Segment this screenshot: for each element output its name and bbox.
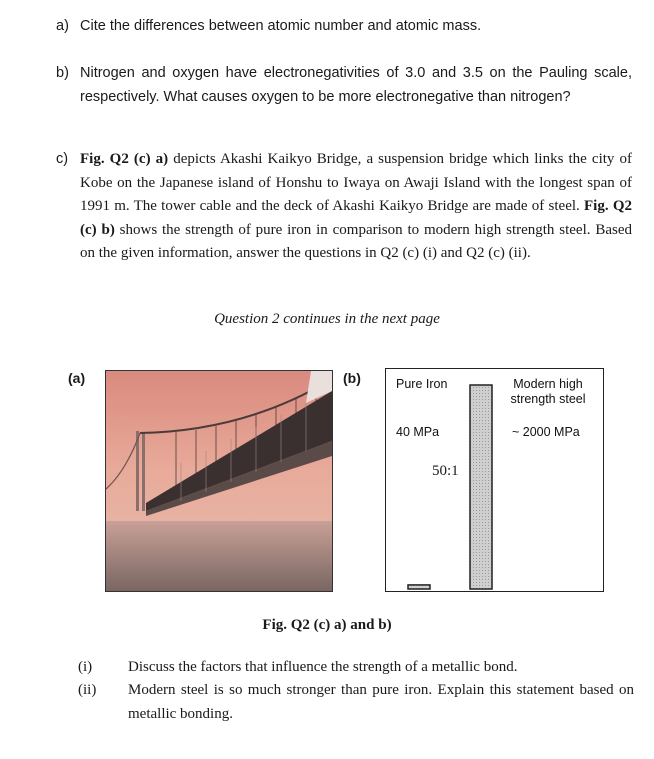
- question-b-text: Nitrogen and oxygen have electronegativities of 3.0 and 3.5 on the Pauling scale, respectively. What causes oxygen to be more electronegative than nitrogen?: [80, 65, 632, 105]
- bar-pure-iron: [408, 585, 430, 589]
- subquestion-i-text: Discuss the factors that influence the strength of a metallic bond.: [128, 659, 518, 675]
- bridge-illustration: [106, 371, 332, 591]
- question-b: [56, 62, 632, 109]
- ratio-label: 50:1: [432, 463, 459, 479]
- question-c-text: [80, 148, 632, 266]
- bars-layer: [386, 369, 603, 591]
- question-b-label: b): [56, 65, 69, 81]
- subquestion-i: [78, 656, 634, 680]
- bridge-photo: [105, 370, 333, 592]
- fig-ref-a: Fig. Q2 (c) a): [80, 151, 169, 167]
- label-pure-iron: Pure Iron: [396, 377, 448, 391]
- label-steel-line2: strength steel: [510, 392, 586, 406]
- subquestion-ii: [78, 679, 634, 726]
- continue-note: Question 2 continues in the next page: [214, 311, 440, 327]
- question-a-text: Cite the differences between atomic number and atomic mass.: [80, 18, 482, 34]
- subquestion-ii-label: (ii): [78, 682, 97, 698]
- question-c-label: c): [56, 151, 69, 167]
- bar-steel: [470, 385, 492, 589]
- value-pure-iron: 40 MPa: [396, 425, 440, 439]
- question-a-label: a): [56, 18, 69, 34]
- panel-a-label: (a): [68, 370, 86, 386]
- fig-ref-b: Fig. Q2 (c) b): [80, 198, 632, 238]
- value-steel: ~ 2000 MPa: [512, 425, 580, 439]
- label-steel-line1: Modern high: [513, 377, 583, 391]
- question-c-text-1: depicts Akashi Kaikyo Bridge, a suspension bridge which links the city of Kobe on the Japanese island of Honshu to Iwaya on Awaji Island with the longest span of 1991 m. The tower cable and the deck of Akashi Kaikyo Bridge are made of steel.: [80, 151, 632, 214]
- figure-caption: Fig. Q2 (c) a) and b): [262, 617, 392, 633]
- subquestion-ii-text: Modern steel is so much stronger than pure iron. Explain this statement based on metallic bonding.: [128, 682, 634, 722]
- subquestion-i-label: (i): [78, 659, 93, 675]
- question-c: [56, 148, 632, 266]
- question-a: [56, 15, 632, 39]
- strength-chart: [385, 368, 604, 592]
- question-c-text-2: shows the strength of pure iron in comparison to modern high strength steel. Based on the given information, answer the questions in Q2 (c) (i) and Q2 (c) (ii).: [80, 221, 632, 261]
- panel-b-label: (b): [343, 370, 361, 386]
